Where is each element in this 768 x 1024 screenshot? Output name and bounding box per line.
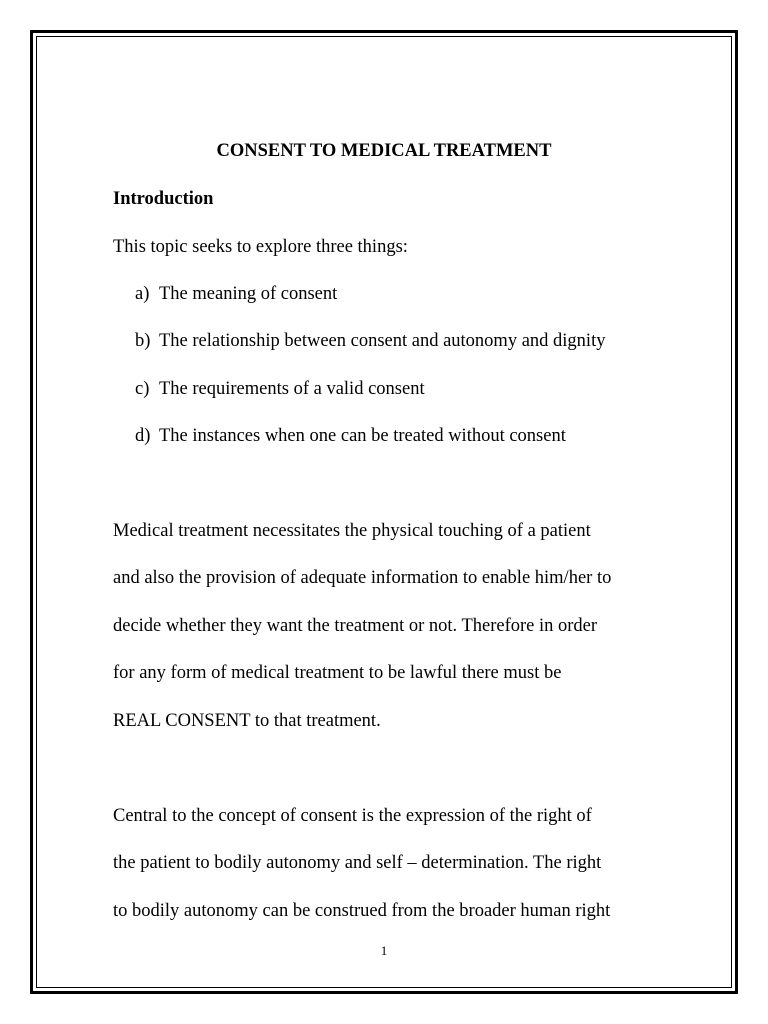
paragraph-line: Medical treatment necessitates the physical touching of a patient [113,521,591,541]
page-number: 1 [380,943,388,958]
paragraph-line: decide whether they want the treatment or not. Therefore in order [113,616,598,636]
list-item [135,331,605,352]
intro-text: This topic seeks to explore three things: [113,237,408,257]
list-marker: a) [135,284,150,304]
list-item-text: The meaning of consent [159,284,338,304]
list-item-text: The relationship between consent and autonomy and dignity [159,331,606,351]
paragraph-line: for any form of medical treatment to be lawful there must be [113,663,562,683]
paragraph-line: to bodily autonomy can be construed from the broader human right [113,901,611,921]
list-item [135,379,425,400]
paragraph-line: the patient to bodily autonomy and self – determination. The right [113,853,602,873]
paragraph-line: REAL CONSENT to that treatment. [113,711,381,731]
document-title: CONSENT TO MEDICAL TREATMENT [216,141,552,161]
list-marker: d) [135,426,151,446]
list-marker: c) [135,379,150,399]
list-marker: b) [135,331,151,351]
list-item [135,284,337,305]
paragraph-line: Central to the concept of consent is the expression of the right of [113,806,592,826]
section-heading: Introduction [113,189,214,209]
list-item-text: The requirements of a valid consent [159,379,425,399]
list-item-text: The instances when one can be treated without consent [159,426,566,446]
paragraph-line: and also the provision of adequate information to enable him/her to [113,568,612,588]
page-border-inner [36,36,732,988]
list-item [135,426,566,447]
